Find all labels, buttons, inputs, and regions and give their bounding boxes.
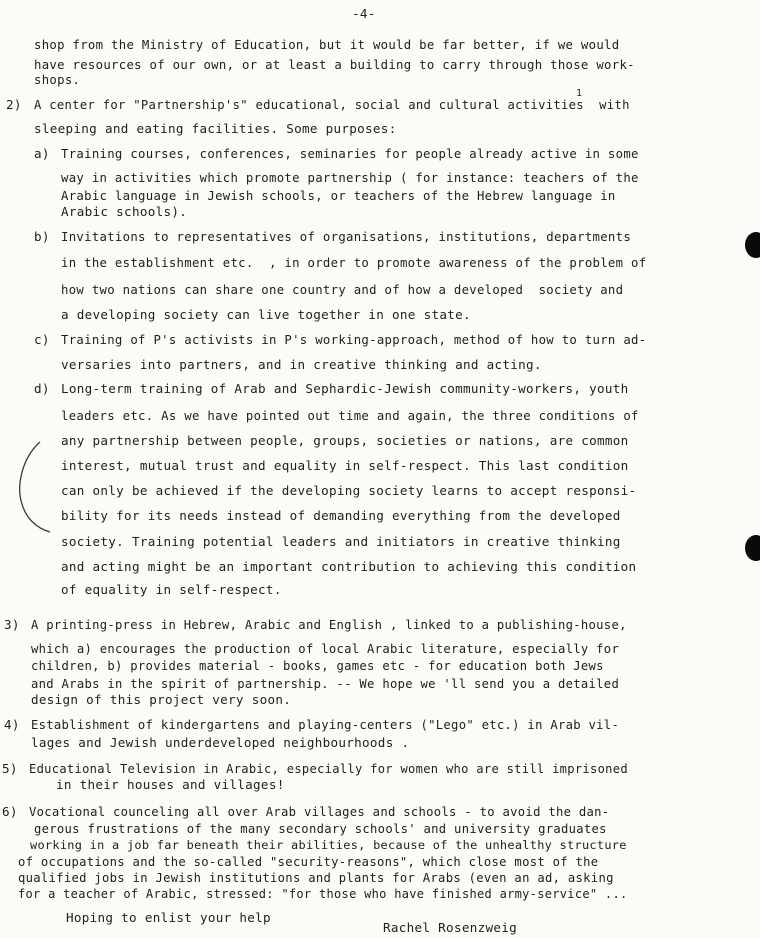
handwritten-bracket-mark bbox=[14, 438, 54, 538]
item-2d-line-8: and acting might be an important contribution to achieving this condition bbox=[61, 559, 637, 574]
item-2c-line-1: Training of P's activists in P's working-approach, method of how to turn ad- bbox=[61, 333, 647, 347]
item-2b-line-3: how two nations can share one country and of how a developed society and bbox=[61, 283, 624, 297]
item-2b-marker: b) bbox=[34, 229, 50, 244]
item-6-line-2: gerous frustrations of the many secondary schools' and university graduates bbox=[34, 822, 607, 836]
item-2-line-1: A center for "Partnership's" educational, social and cultural activities with bbox=[34, 98, 630, 112]
item-5-number: 5) bbox=[2, 761, 18, 776]
item-3-line-1: A printing-press in Hebrew, Arabic and English , linked to a publishing-house, bbox=[31, 618, 627, 632]
item-2a-line-1: Training courses, conferences, seminaries for people already active in some bbox=[61, 147, 639, 161]
intro-line-2: have resources of our own, or at least a building to carry through those work- bbox=[34, 58, 635, 72]
item-2c-marker: c) bbox=[34, 332, 50, 347]
item-2a-line-4: Arabic schools). bbox=[61, 204, 188, 219]
item-2a-marker: a) bbox=[34, 146, 50, 161]
item-3-line-3: children, b) provides material - books, games etc - for education both Jews bbox=[31, 659, 604, 673]
closing-line: Hoping to enlist your help bbox=[66, 910, 271, 925]
item-2d-line-1: Long-term training of Arab and Sephardic-Jewish community-workers, youth bbox=[61, 381, 629, 396]
item-6-line-5: qualified jobs in Jewish institutions and plants for Arabs (even an ad, asking bbox=[18, 871, 614, 885]
item-3-number: 3) bbox=[4, 617, 20, 632]
item-5-line-2: in their houses and villages! bbox=[56, 777, 285, 792]
item-2-number: 2) bbox=[6, 97, 22, 112]
item-2b-line-4: a developing society can live together in one state. bbox=[61, 307, 471, 322]
item-3-line-2: which a) encourages the production of local Arabic literature, especially for bbox=[31, 642, 620, 656]
binder-hole-top bbox=[745, 232, 760, 258]
item-2a-line-3: Arabic language in Jewish schools, or teachers of the Hebrew language in bbox=[61, 189, 616, 203]
item-4-line-1: Establishment of kindergartens and playing-centers ("Lego" etc.) in Arab vil- bbox=[31, 718, 620, 732]
item-2d-marker: d) bbox=[34, 381, 50, 396]
item-4-line-2: lages and Jewish underdeveloped neighbourhoods . bbox=[31, 735, 410, 750]
item-2d-line-6: bility for its needs instead of demanding everything from the developed bbox=[61, 508, 621, 523]
item-6-line-3: working in a job far beneath their abilities, because of the unhealthy structure bbox=[30, 838, 627, 852]
item-6-line-1: Vocational counceling all over Arab villages and schools - to avoid the dan- bbox=[29, 805, 610, 819]
item-2d-line-5: can only be achieved if the developing society learns to accept responsi- bbox=[61, 483, 637, 498]
item-2d-line-3: any partnership between people, groups, societies or nations, are common bbox=[61, 433, 629, 448]
signature: Rachel Rosenzweig bbox=[383, 920, 517, 935]
item-2d-line-9: of equality in self-respect. bbox=[61, 582, 282, 597]
item-6-number: 6) bbox=[2, 804, 18, 819]
intro-line-3: shops. bbox=[34, 73, 81, 87]
item-2c-line-2: versaries into partners, and in creative thinking and acting. bbox=[61, 357, 542, 372]
page-number: -4- bbox=[352, 6, 376, 21]
item-2d-line-2: leaders etc. As we have pointed out time and again, the three conditions of bbox=[61, 409, 639, 423]
item-3-line-4: and Arabs in the spirit of partnership. -- We hope we 'll send you a detailed bbox=[31, 677, 620, 691]
item-3-line-5: design of this project very soon. bbox=[31, 692, 292, 707]
item-2a-line-2: way in activities which promote partnership ( for instance: teachers of the bbox=[61, 171, 639, 185]
intro-line-1: shop from the Ministry of Education, but it would be far better, if we would bbox=[34, 38, 620, 52]
item-2b-line-2: in the establishment etc. , in order to promote awareness of the problem of bbox=[61, 256, 647, 270]
item-5-line-1: Educational Television in Arabic, especially for women who are still imprisoned bbox=[29, 762, 628, 776]
footnote-marker: 1 bbox=[576, 88, 583, 99]
item-6-line-6: for a teacher of Arabic, stressed: "for those who have finished army-service" ... bbox=[18, 887, 628, 901]
item-4-number: 4) bbox=[4, 717, 20, 732]
binder-hole-bottom bbox=[745, 535, 760, 561]
item-2b-line-1: Invitations to representatives of organisations, institutions, departments bbox=[61, 230, 632, 244]
item-2d-line-7: society. Training potential leaders and initiators in creative thinking bbox=[61, 534, 621, 549]
item-2d-line-4: interest, mutual trust and equality in self-respect. This last condition bbox=[61, 458, 629, 473]
item-6-line-4: of occupations and the so-called "security-reasons", which close most of the bbox=[18, 855, 599, 869]
item-2-line-2: sleeping and eating facilities. Some purposes: bbox=[34, 121, 397, 136]
